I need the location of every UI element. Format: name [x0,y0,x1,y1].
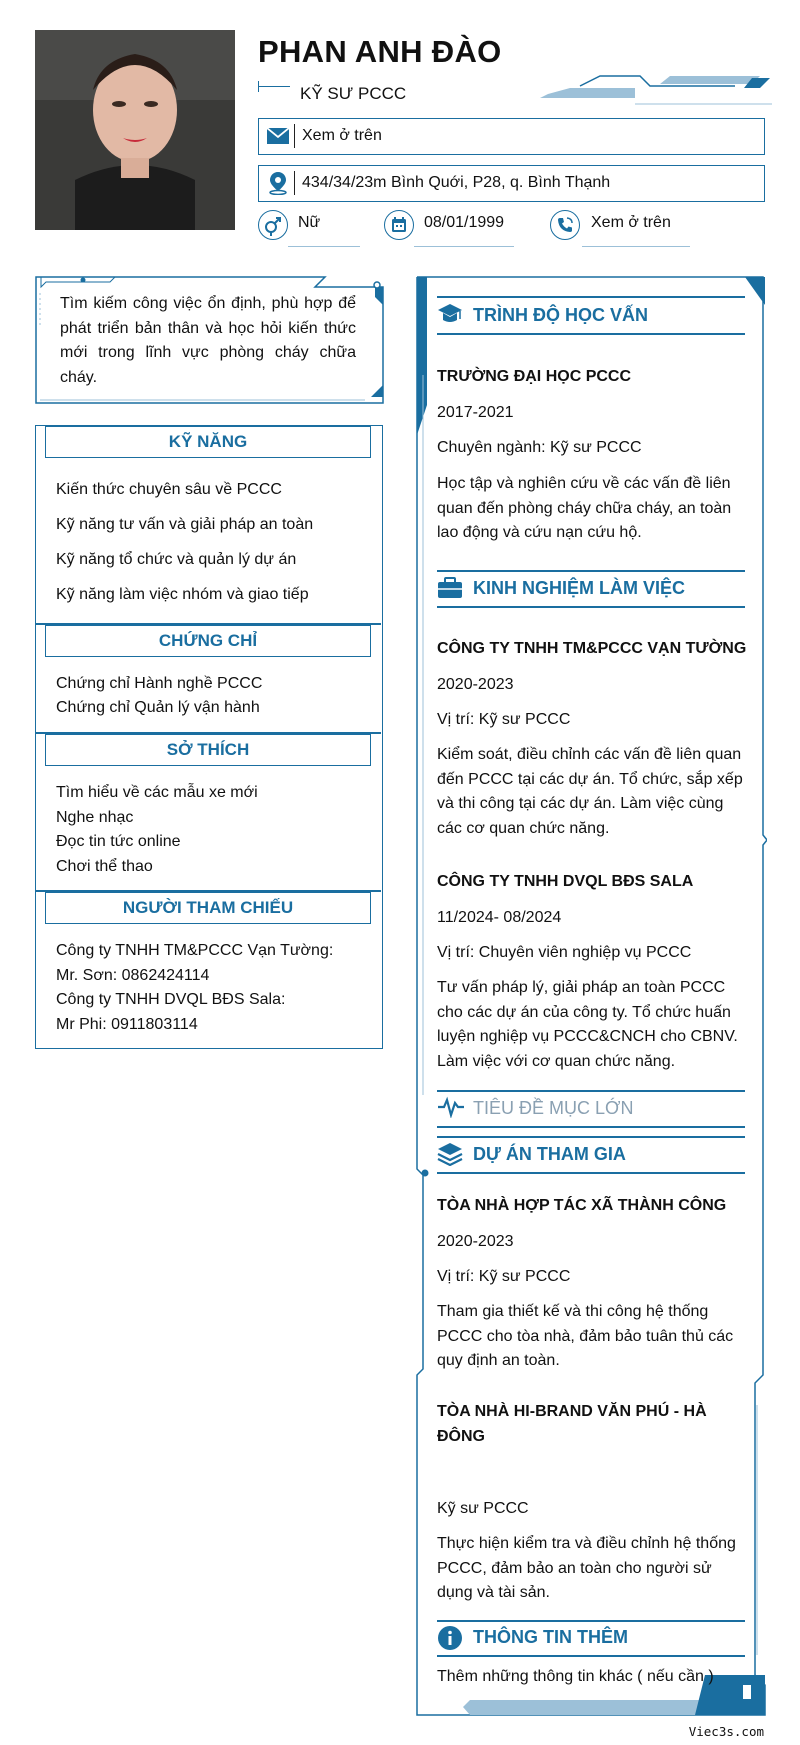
pulse-icon [437,1096,465,1118]
job-description: Kiểm soát, điều chỉnh các vấn đề liên quan đến PCCC tại các dự án. Tổ chức, sắp xếp và thi công tại các dự án. Làm việc cùng các cơ quan chức năng. [437,746,743,837]
skill-item: Kỹ năng tổ chức và quản lý dự án [56,551,297,568]
header-decoration [540,74,772,114]
extra-text: Thêm những thông tin khác ( nếu cần ) [437,1668,714,1685]
location-pin-icon [267,171,289,195]
project-description: Tham gia thiết kế và thi công hệ thống PCCC cho tòa nhà, đảm bảo tuân thủ các quy định an toàn. [437,1303,734,1369]
phone-value: Xem ở trên [591,214,671,231]
section-line [437,1126,745,1128]
project-position: Vị trí: Kỹ sư PCCC [437,1268,571,1285]
project-position: Kỹ sư PCCC [437,1500,529,1517]
address-box [258,165,765,202]
phone-icon [550,210,580,240]
address-value: 434/34/23m Bình Quới, P28, q. Bình Thạnh [302,174,611,191]
company-name: CÔNG TY TNHH TM&PCCC VẠN TƯỜNG [437,640,747,657]
section-line [437,1655,745,1657]
section-line [437,1090,745,1092]
references-title: NGƯỜI THAM CHIẾU [45,892,371,924]
hobby-item: Nghe nhạc [56,809,134,826]
job-role: KỸ SƯ PCCC [300,84,407,103]
job-period: 11/2024- 08/2024 [437,909,562,926]
reference-item: Mr. Sơn: 0862424114 [56,967,210,984]
gender-icon [258,210,288,240]
reference-item: Công ty TNHH TM&PCCC Vạn Tường: [56,942,334,959]
hobby-item: Chơi thể thao [56,858,153,875]
certificates-title: CHỨNG CHỈ [45,625,371,657]
project-name: TÒA NHÀ HỢP TÁC XÃ THÀNH CÔNG [437,1197,727,1214]
graduation-cap-icon [437,302,463,326]
separator [294,171,295,195]
certificate-item: Chứng chỉ Hành nghề PCCC [56,675,263,692]
phone-underline [582,246,690,247]
section-line [437,1136,745,1138]
skill-item: Kiến thức chuyên sâu về PCCC [56,481,282,498]
section-line [437,570,745,572]
section-line [437,1620,745,1622]
certificate-item: Chứng chỉ Quản lý vận hành [56,699,260,716]
profile-photo [35,30,235,230]
calendar-icon [384,210,414,240]
skill-item: Kỹ năng làm việc nhóm và giao tiếp [56,586,309,603]
job-position: Vị trí: Kỹ sư PCCC [437,711,571,728]
job-description: Tư vấn pháp lý, giải pháp an toàn PCCC cho các dự án của công ty. Tổ chức huấn luyện nghiệp vụ PCCC&CNCH cho CBNV. Làm việc với cơ quan chức năng. [437,979,738,1070]
extra-title: THÔNG TIN THÊM [473,1627,628,1647]
education-description: Học tập và nghiên cứu về các vấn đề liên quan đến phòng cháy chữa cháy, an toàn lao động và cứu nạn cứu hộ. [437,475,732,541]
briefcase-icon [437,576,463,600]
hobby-item: Tìm hiểu về các mẫu xe mới [56,784,258,801]
hobby-item: Đọc tin tức online [56,833,181,850]
email-box [258,118,765,155]
project-description: Thực hiện kiểm tra và điều chỉnh hệ thống PCCC, đảm bảo an toàn cho người sử dụng và tài sản. [437,1535,736,1601]
section-line [437,606,745,608]
gender-underline [288,246,360,247]
gender-value: Nữ [298,214,321,231]
education-period: 2017-2021 [437,404,514,421]
watermark: Viec3s.com [688,1724,764,1739]
mail-icon [267,128,289,144]
section-line [437,333,745,335]
section-line [437,1172,745,1174]
hobbies-title: SỞ THÍCH [45,734,371,766]
project-period: 2020-2023 [437,1233,514,1250]
project-name: TÒA NHÀ HI-BRAND VĂN PHÚ - HÀ ĐÔNG [437,1403,707,1445]
email-value: Xem ở trên [302,127,382,144]
experience-title: KINH NGHIỆM LÀM VIỆC [473,578,686,598]
section-line [437,296,745,298]
company-name: CÔNG TY TNHH DVQL BĐS SALA [437,873,694,890]
job-position: Vị trí: Chuyên viên nghiệp vụ PCCC [437,944,692,961]
dob-underline [414,246,514,247]
skills-title: KỸ NĂNG [45,426,371,458]
layers-icon [437,1142,463,1166]
education-major: Chuyên ngành: Kỹ sư PCCC [437,439,642,456]
school-name: TRƯỜNG ĐẠI HỌC PCCC [437,368,632,385]
separator [294,124,295,148]
reference-item: Mr Phi: 0911803114 [56,1016,198,1033]
projects-title: DỰ ÁN THAM GIA [473,1144,626,1164]
placeholder-title: TIÊU ĐỀ MỤC LỚN [473,1098,634,1118]
role-decoration-line [258,86,290,87]
education-title: TRÌNH ĐỘ HỌC VẤN [473,305,648,325]
dob-value: 08/01/1999 [424,214,505,231]
skill-item: Kỹ năng tư vấn và giải pháp an toàn [56,516,314,533]
reference-item: Công ty TNHH DVQL BĐS Sala: [56,991,286,1008]
job-period: 2020-2023 [437,676,514,693]
info-icon [437,1625,463,1651]
objective-text: Tìm kiếm công việc ổn định, phù hợp để phát triển bản thân và học hỏi kiến thức mới trong lĩnh vực phòng cháy chữa cháy. [60,295,356,386]
full-name: PHAN ANH ĐÀO [258,34,502,69]
